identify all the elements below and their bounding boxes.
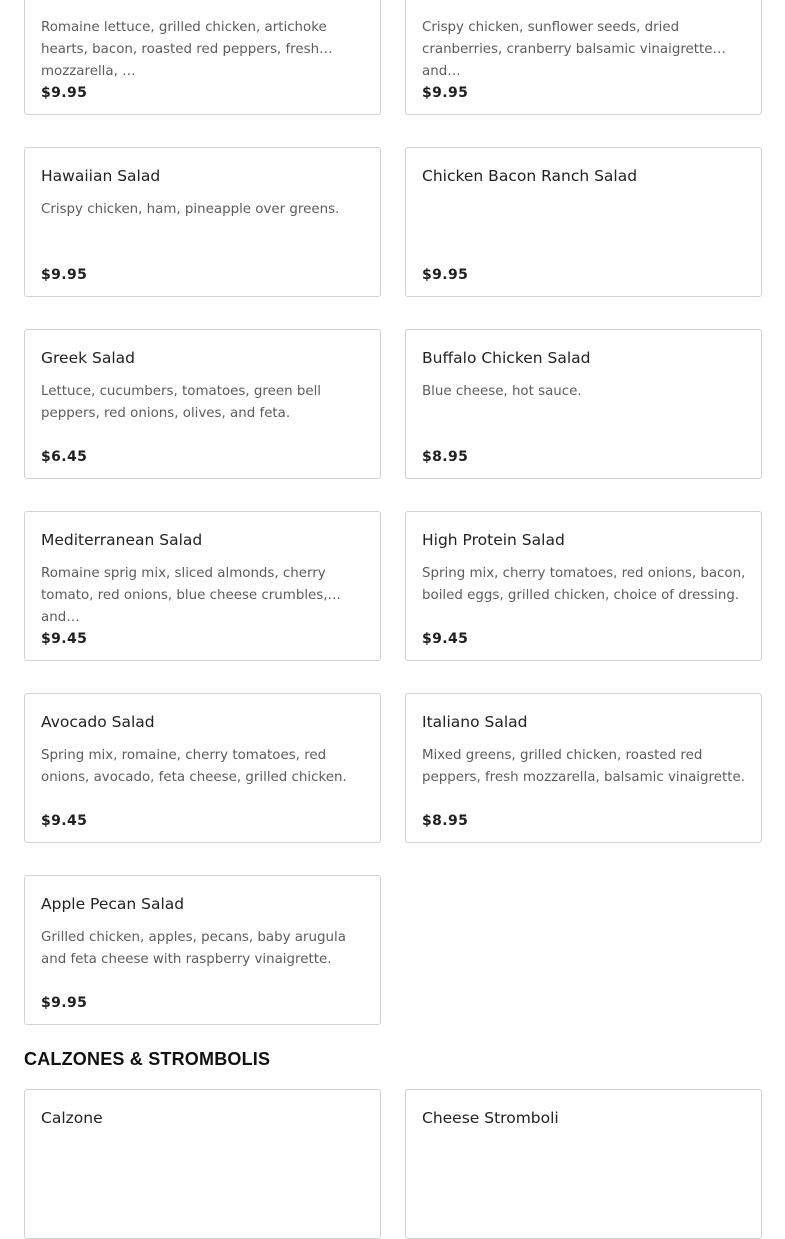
menu-item-card[interactable]	[24, 693, 381, 843]
menu-item-description: Romaine lettuce, grilled chicken, artichoke hearts, bacon, roasted red peppers, fresh mozzarella, …	[41, 20, 327, 79]
menu-item-name: High Protein Salad	[422, 531, 565, 549]
menu-item-name: Greek Salad	[41, 349, 135, 367]
menu-item-name: Hawaiian Salad	[41, 167, 161, 185]
menu-item-card[interactable]	[24, 875, 381, 1025]
menu-item-description: Lettuce, cucumbers, tomatoes, green bell peppers, red onions, olives, and feta.	[41, 384, 322, 421]
menu-item-name: Calzone	[41, 1109, 103, 1127]
menu-item-card[interactable]	[405, 147, 762, 297]
menu-item-card[interactable]	[405, 1089, 762, 1239]
menu-item-description: Crispy chicken, ham, pineapple over greens.	[41, 202, 340, 217]
menu-item-name: Buffalo Chicken Salad	[422, 349, 591, 367]
menu-item-price: $9.95	[41, 85, 88, 101]
menu-item-name: Chicken Bacon Ranch Salad	[422, 167, 638, 185]
menu-item-card[interactable]	[405, 693, 762, 843]
section-heading: CALZONES & STROMBOLIS	[24, 1049, 271, 1069]
menu-item-price: $9.45	[41, 631, 88, 647]
menu-item-name: Apple Pecan Salad	[41, 895, 185, 913]
menu-item-description: Spring mix, cherry tomatoes, red onions, bacon, boiled eggs, grilled chicken, choice of dressing.	[422, 566, 746, 603]
menu-item-description: Grilled chicken, apples, pecans, baby arugula and feta cheese with raspberry vinaigrette.	[41, 930, 346, 967]
menu-item-name: Cheese Stromboli	[422, 1109, 559, 1127]
menu-item-description: Blue cheese, hot sauce.	[422, 384, 582, 399]
menu-item-price: $9.95	[41, 995, 88, 1011]
menu-item-price: $9.45	[422, 631, 469, 647]
menu-item-name: Italiano Salad	[422, 713, 528, 731]
menu-item-price: $9.95	[422, 85, 469, 101]
menu-item-card[interactable]	[24, 147, 381, 297]
menu-item-description: Spring mix, romaine, cherry tomatoes, red onions, avocado, feta cheese, grilled chicken.	[41, 748, 347, 785]
menu-item-card[interactable]	[24, 1089, 381, 1239]
menu-item-description: Mixed greens, grilled chicken, roasted red peppers, fresh mozzarella, balsamic vinaigrette.	[422, 748, 745, 785]
menu-item-name: Avocado Salad	[41, 713, 155, 731]
menu-item-card[interactable]	[405, 329, 762, 479]
menu-item-price: $6.45	[41, 449, 88, 465]
menu-item-card[interactable]	[24, 511, 381, 661]
menu-item-description: Crispy chicken, sunflower seeds, dried cranberries, cranberry balsamic vinaigrette and…	[422, 20, 713, 79]
menu-item-description: Romaine sprig mix, sliced almonds, cherry tomato, red onions, blue cheese crumbles, and…	[41, 566, 328, 625]
menu-item-price: $8.95	[422, 449, 469, 465]
menu-item-card[interactable]	[24, 0, 381, 115]
menu-item-price: $9.95	[422, 267, 469, 283]
menu-item-card[interactable]	[24, 329, 381, 479]
menu-item-card[interactable]	[405, 0, 762, 115]
menu-item-name: Mediterranean Salad	[41, 531, 203, 549]
menu-item-price: $8.95	[422, 813, 469, 829]
menu-item-price: $9.45	[41, 813, 88, 829]
menu-item-card[interactable]	[405, 511, 762, 661]
menu-item-price: $9.95	[41, 267, 88, 283]
